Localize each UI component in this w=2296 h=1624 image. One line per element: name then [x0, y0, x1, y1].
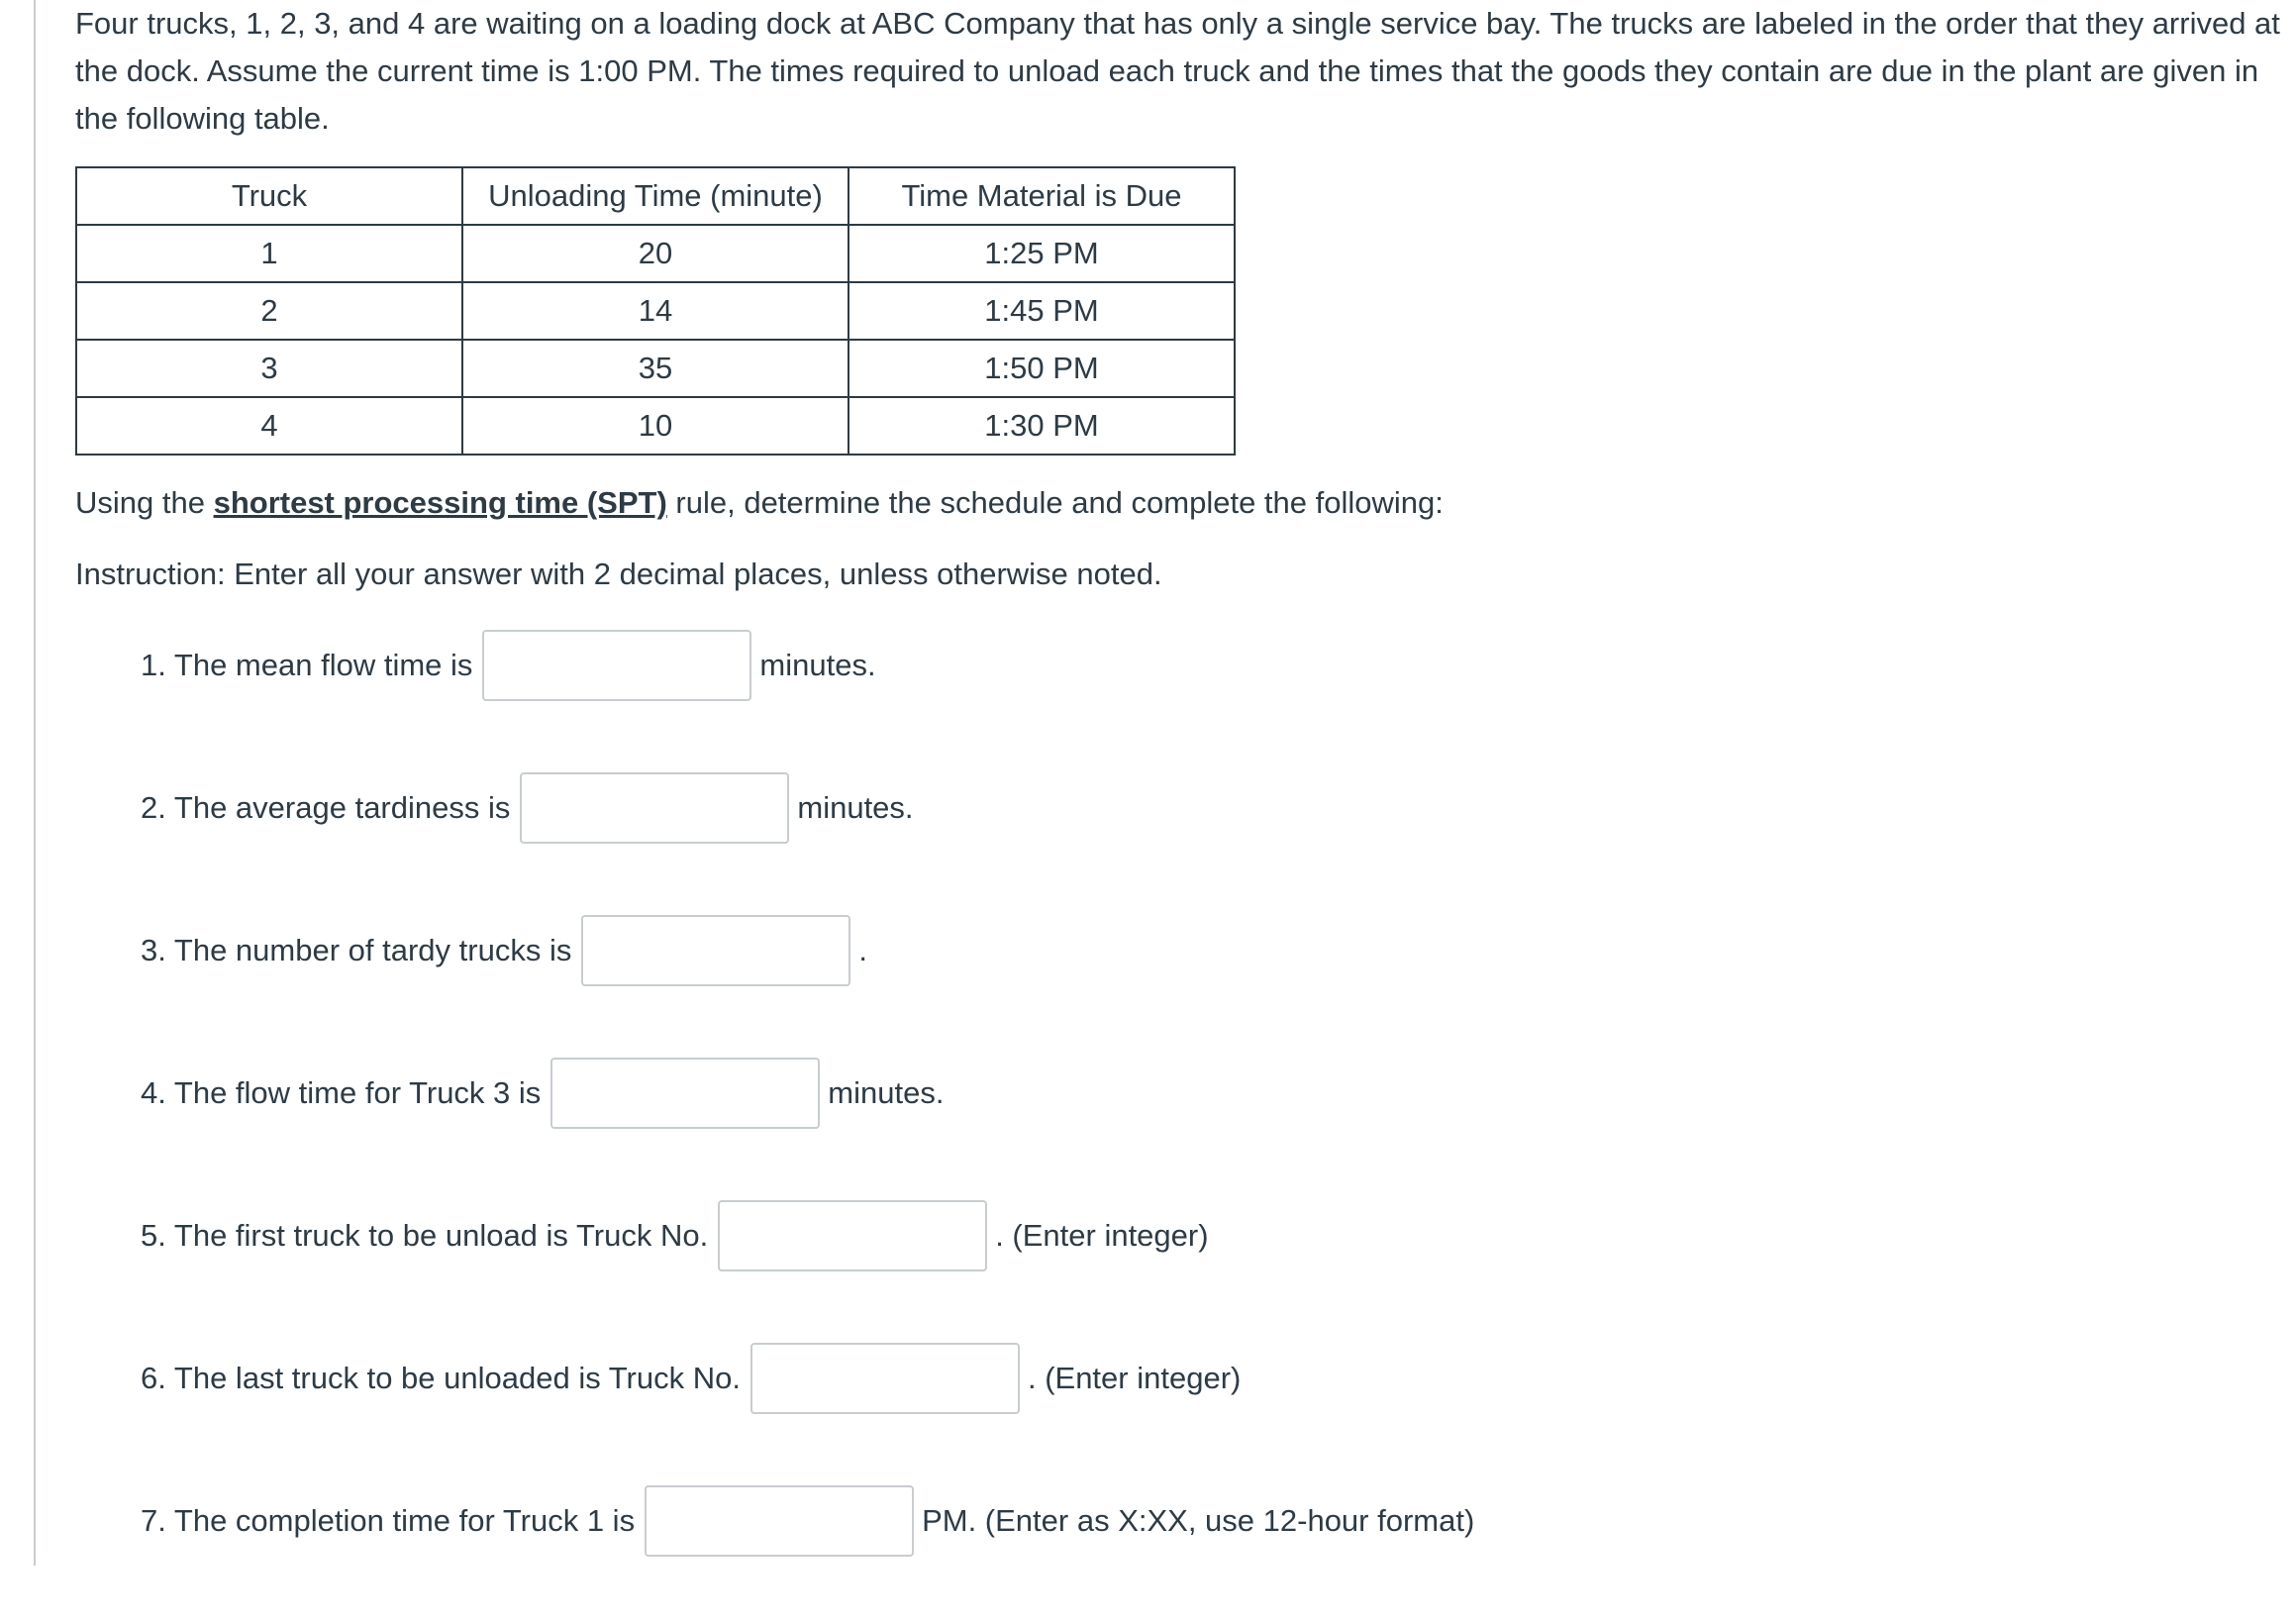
table-row — [76, 397, 1235, 455]
table-cell: 1:45 PM — [849, 282, 1235, 340]
question-suffix: PM. (Enter as X:XX, use 12-hour format) — [922, 1503, 1475, 1538]
last-truck-input[interactable] — [750, 1343, 1020, 1414]
table-cell: 1:30 PM — [849, 397, 1235, 455]
left-border-rule — [34, 0, 36, 1566]
table-header-row — [76, 167, 1235, 225]
question-completion-time-truck-1 — [141, 1481, 2283, 1561]
table-cell: 10 — [462, 397, 849, 455]
question-suffix: . (Enter integer) — [995, 1218, 1209, 1253]
question-first-truck — [141, 1196, 2283, 1275]
spt-prefix: Using the — [75, 485, 214, 520]
problem-statement: Four trucks, 1, 2, 3, and 4 are waiting on a loading dock at ABC Company that has only a single service bay. The trucks are labeled in the order that they arrived at the dock. Assume the current time is 1:00 PM. The times required to unload each truck and the times that the goods they contain are due in the plant are given in the following table. — [75, 6, 2280, 136]
question-label: 5. The first truck to be unload is Truck No. — [141, 1218, 709, 1253]
question-list — [75, 626, 2283, 1561]
question-label: 2. The average tardiness is — [141, 790, 511, 825]
first-truck-input[interactable] — [718, 1200, 987, 1271]
question-tardy-trucks — [141, 911, 2283, 990]
table-cell: 14 — [462, 282, 849, 340]
decimal-instruction: Instruction: Enter all your answer with 2 decimal places, unless otherwise noted. — [75, 557, 1162, 591]
question-content — [75, 0, 2283, 1624]
header-unloading-time: Unloading Time (minute) — [462, 167, 849, 225]
table-row — [76, 282, 1235, 340]
table-cell: 4 — [76, 397, 462, 455]
completion-time-truck-1-input[interactable] — [645, 1485, 914, 1557]
average-tardiness-input[interactable] — [520, 772, 789, 844]
tardy-trucks-input[interactable] — [581, 915, 850, 986]
flow-time-truck-3-input[interactable] — [550, 1058, 820, 1129]
question-suffix: minutes. — [759, 648, 876, 682]
table-cell: 3 — [76, 340, 462, 397]
table-cell: 1:25 PM — [849, 225, 1235, 282]
table-cell: 1:50 PM — [849, 340, 1235, 397]
spt-instruction — [75, 479, 2283, 527]
table-row — [76, 340, 1235, 397]
question-label: 3. The number of tardy trucks is — [141, 933, 572, 967]
table-cell: 2 — [76, 282, 462, 340]
question-suffix: . (Enter integer) — [1027, 1361, 1242, 1395]
header-time-due: Time Material is Due — [849, 167, 1235, 225]
question-suffix: . — [858, 933, 867, 967]
table-cell: 1 — [76, 225, 462, 282]
table-cell: 35 — [462, 340, 849, 397]
question-mean-flow-time — [141, 626, 2283, 705]
mean-flow-time-input[interactable] — [482, 630, 751, 701]
table-row — [76, 225, 1235, 282]
header-truck: Truck — [76, 167, 462, 225]
table-cell: 20 — [462, 225, 849, 282]
spt-suffix: rule, determine the schedule and complete the following: — [666, 485, 1444, 520]
spt-definition-link[interactable]: shortest processing time (SPT) — [213, 485, 667, 520]
question-flow-time-truck-3 — [141, 1054, 2283, 1133]
question-label: 4. The flow time for Truck 3 is — [141, 1075, 542, 1110]
question-label: 1. The mean flow time is — [141, 648, 473, 682]
truck-data-table — [75, 166, 1236, 456]
question-label: 7. The completion time for Truck 1 is — [141, 1503, 636, 1538]
question-suffix: minutes. — [828, 1075, 945, 1110]
question-suffix: minutes. — [797, 790, 914, 825]
question-label: 6. The last truck to be unloaded is Truck No. — [141, 1361, 741, 1395]
question-last-truck — [141, 1339, 2283, 1418]
question-average-tardiness — [141, 768, 2283, 848]
